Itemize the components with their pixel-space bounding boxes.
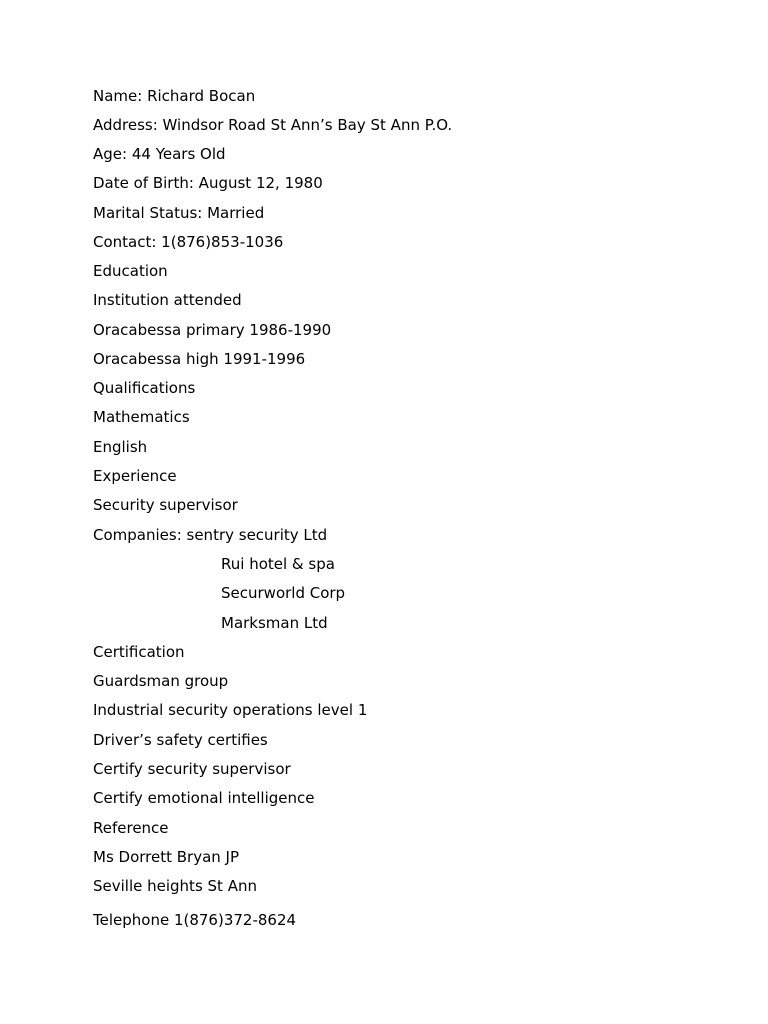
education-heading: Education [93,262,168,280]
qualifications-heading: Qualifications [93,379,196,397]
certification-item: Certify emotional intelligence [93,789,315,807]
institution-item: Oracabessa primary 1986-1990 [93,321,332,339]
certification-item: Driver’s safety certifies [93,731,268,749]
company-item: Rui hotel & spa [221,555,335,573]
reference-heading: Reference [93,819,169,837]
qualification-item: Mathematics [93,408,190,426]
age-line: Age: 44 Years Old [93,145,226,163]
reference-address: Seville heights St Ann [93,877,257,895]
dob-line: Date of Birth: August 12, 1980 [93,174,323,192]
reference-name: Ms Dorrett Bryan JP [93,848,240,866]
certification-item: Certify security supervisor [93,760,291,778]
certification-item: Guardsman group [93,672,229,690]
marital-status-line: Marital Status: Married [93,204,265,222]
companies-line: Companies: sentry security Ltd [93,526,328,544]
contact-line: Contact: 1(876)853-1036 [93,233,284,251]
experience-role: Security supervisor [93,496,238,514]
certification-heading: Certification [93,643,185,661]
name-line: Name: Richard Bocan [93,87,256,105]
qualification-item: English [93,438,148,456]
reference-telephone: Telephone 1(876)372-8624 [93,911,297,929]
company-item: Marksman Ltd [221,614,328,632]
experience-heading: Experience [93,467,177,485]
institution-heading: Institution attended [93,291,242,309]
company-item: Securworld Corp [221,584,346,602]
institution-item: Oracabessa high 1991-1996 [93,350,306,368]
certification-item: Industrial security operations level 1 [93,701,368,719]
address-line: Address: Windsor Road St Ann’s Bay St Ann P.O. [93,116,453,134]
